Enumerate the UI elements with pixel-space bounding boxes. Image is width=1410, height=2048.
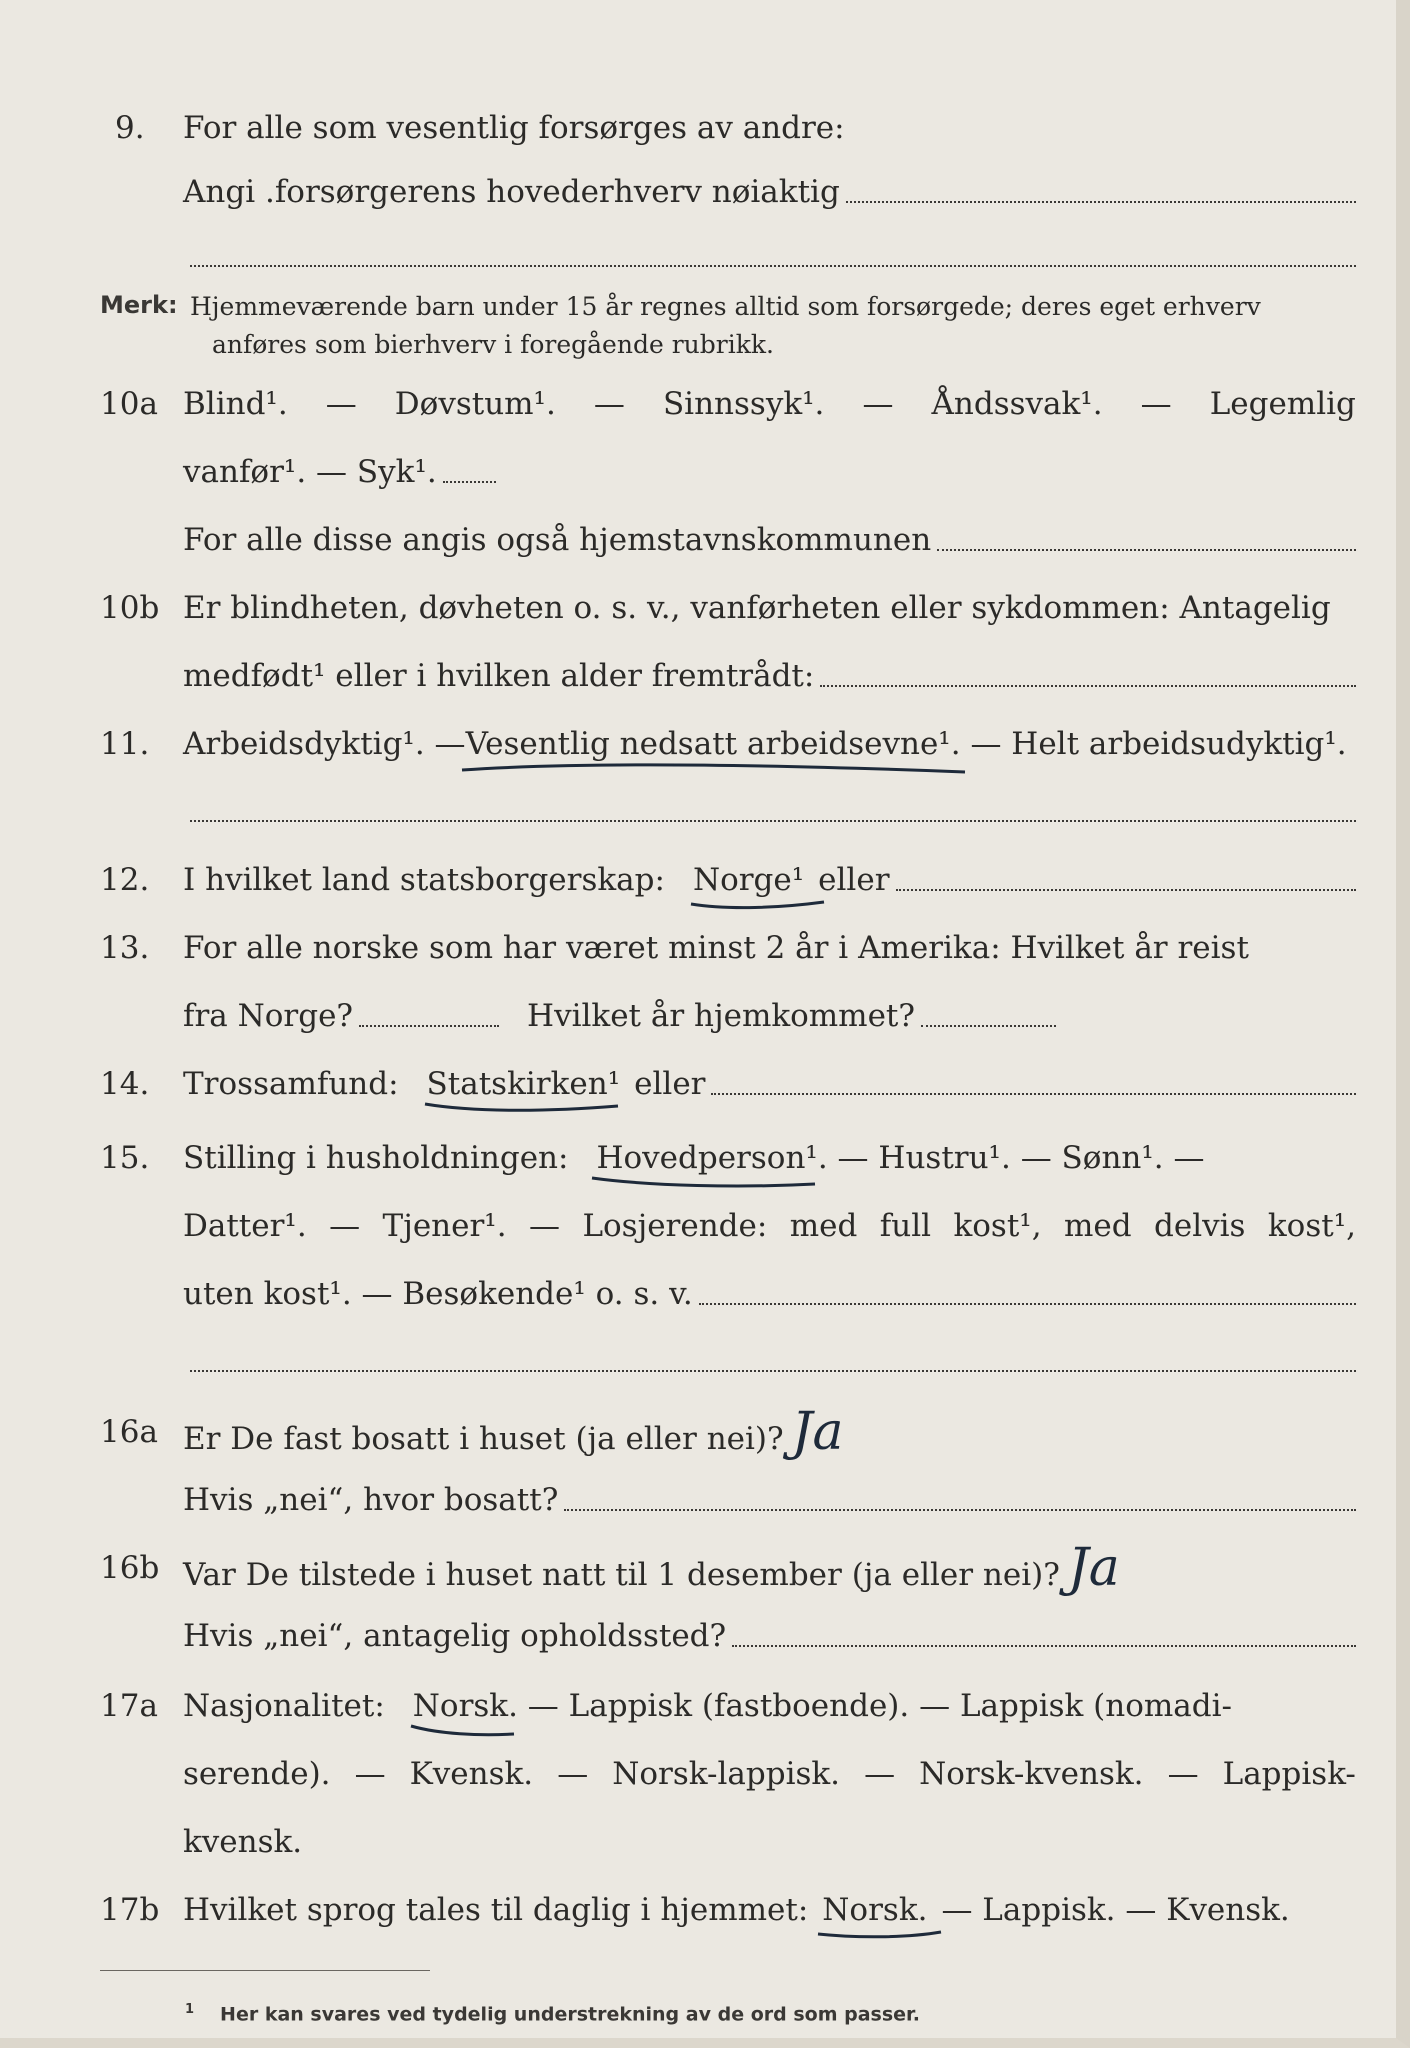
q10a-text-2: vanfør¹. — Syk¹. xyxy=(183,454,437,490)
q15-line3-wrap xyxy=(183,1274,1356,1314)
word: kost¹, xyxy=(1267,1208,1356,1244)
q13-number: 13. xyxy=(100,930,150,966)
footnote xyxy=(185,2002,920,2025)
q14-eller: eller xyxy=(634,1066,706,1102)
q14-text: Trossamfund: xyxy=(183,1066,399,1102)
q9-text-2: Angi .forsørgerens hovederhverv nøiaktig xyxy=(183,174,840,210)
handwritten-underline xyxy=(590,1174,820,1192)
q16a-handwritten-answer[interactable]: Ja xyxy=(791,1402,844,1462)
word: — xyxy=(354,1756,386,1792)
word: med xyxy=(789,1208,858,1244)
q10a-text xyxy=(183,384,1356,424)
word: serende). xyxy=(183,1756,331,1792)
q15-text-wrap xyxy=(183,1138,1356,1178)
q17a-norsk: Norsk xyxy=(412,1688,509,1724)
q16b-line2-wrap xyxy=(183,1616,1356,1656)
word: — xyxy=(593,386,625,422)
word: — xyxy=(862,386,894,422)
q16a-text-wrap xyxy=(183,1402,1356,1462)
q9-number: 9. xyxy=(115,110,145,146)
q17b-text-wrap xyxy=(183,1890,1356,1930)
merk-label: Merk: xyxy=(100,291,178,319)
q12-text-wrap xyxy=(183,860,1356,900)
q16a-number: 16a xyxy=(100,1414,158,1450)
q16b-handwritten-answer[interactable]: Ja xyxy=(1067,1538,1120,1598)
q16a-bosatt-field[interactable] xyxy=(564,1509,1356,1511)
q10b-answer-field[interactable] xyxy=(820,685,1356,687)
q10a-text-3: For alle disse angis også hjemstavnskommunen xyxy=(183,522,932,558)
footnote-mark: 1 xyxy=(185,2002,195,2017)
q10b-line2-wrap xyxy=(183,656,1356,696)
word: delvis xyxy=(1154,1208,1246,1244)
merk-text-1 xyxy=(190,290,1356,324)
word: Legemlig xyxy=(1209,386,1356,422)
q11-answer-field[interactable] xyxy=(190,820,1356,822)
q15-text: Stilling i husholdningen: xyxy=(183,1140,569,1176)
q14-text-wrap xyxy=(183,1064,1356,1104)
q12-answer-field[interactable] xyxy=(896,889,1356,891)
q9-answer-field[interactable] xyxy=(846,201,1356,203)
q17a-norsk-underlined[interactable] xyxy=(413,1686,508,1726)
q17a-options-2[interactable] xyxy=(183,1754,1356,1794)
word: Kvensk. xyxy=(409,1756,534,1792)
q13-hjemkommet-field[interactable] xyxy=(921,1025,1056,1027)
word: Blind¹. xyxy=(183,386,288,422)
q13-line2-wrap xyxy=(183,996,1056,1036)
q17b-number: 17b xyxy=(100,1892,160,1928)
q17a-options-3[interactable]: kvensk. xyxy=(183,1824,303,1860)
q12-norge: Norge¹ xyxy=(692,862,805,898)
word: Døvstum¹. xyxy=(394,386,556,422)
q17b-options[interactable]: — Lappisk. — Kvensk. xyxy=(941,1892,1290,1928)
q17a-number: 17a xyxy=(100,1688,158,1724)
q10a-number: 10a xyxy=(100,386,158,422)
q15-answer-field-2[interactable] xyxy=(190,1370,1356,1372)
q16a-text: Er De fast bosatt i huset (ja eller nei)? xyxy=(183,1421,784,1457)
q16a-line2-wrap xyxy=(183,1480,1356,1520)
word: — xyxy=(529,1208,561,1244)
q15-number: 15. xyxy=(100,1140,150,1176)
handwritten-underline xyxy=(460,760,970,778)
q12-norge-underlined[interactable] xyxy=(693,860,804,900)
footnote-separator xyxy=(100,1970,430,1971)
q15-answer-field[interactable] xyxy=(699,1303,1356,1305)
word: Lappisk- xyxy=(1222,1756,1356,1792)
word: Losjerende: xyxy=(582,1208,768,1244)
q16b-text-2: Hvis „nei“, antagelig opholdssted? xyxy=(183,1618,727,1654)
q16b-number: 16b xyxy=(100,1550,160,1586)
q12-eller: eller xyxy=(818,862,890,898)
handwritten-underline xyxy=(816,1926,946,1944)
q17b-text: Hvilket sprog tales til daglig i hjemmet: xyxy=(183,1892,809,1928)
q16b-opholdssted-field[interactable] xyxy=(732,1645,1356,1647)
q14-number: 14. xyxy=(100,1066,150,1102)
word: — xyxy=(557,1756,589,1792)
q11-option-2-underlined[interactable] xyxy=(466,724,951,764)
q16b-text-wrap xyxy=(183,1538,1356,1598)
q13-reist-field[interactable] xyxy=(359,1025,499,1027)
word: Åndssvak¹. xyxy=(931,386,1103,422)
word: Norsk-lappisk. xyxy=(612,1756,841,1792)
q15-options-2[interactable] xyxy=(183,1206,1356,1246)
q14-statskirken-underlined[interactable] xyxy=(427,1064,621,1104)
q17b-norsk-underlined[interactable] xyxy=(822,1890,927,1930)
q11-option-1[interactable]: Arbeidsdyktig¹. — xyxy=(183,726,466,762)
handwritten-underline xyxy=(689,896,829,914)
footnote-text: Her kan svares ved tydelig understrekning av de ord som passer. xyxy=(220,2003,920,2026)
handwritten-underline xyxy=(423,1098,623,1116)
q10a-syk-field[interactable] xyxy=(443,481,496,483)
q10a-line3-wrap xyxy=(183,520,1356,560)
merk-line2: anføres som bierhverv i foregående rubrikk. xyxy=(212,330,774,359)
word: — xyxy=(1140,386,1172,422)
q9-line2-wrap xyxy=(183,172,1356,212)
q15-options-3[interactable]: uten kost¹. — Besøkende¹ o. s. v. xyxy=(183,1276,693,1312)
word: med xyxy=(1064,1208,1132,1244)
q15-options-1[interactable]: . — Hustru¹. — Sønn¹. — xyxy=(817,1140,1205,1176)
q10b-text-2: medfødt¹ eller i hvilken alder fremtrådt: xyxy=(183,658,815,694)
q10b-number: 10b xyxy=(100,590,160,626)
q17a-options-1[interactable]: . — Lappisk (fastboende). — Lappisk (nomadi- xyxy=(508,1688,1233,1724)
q12-text: I hvilket land statsborgerskap: xyxy=(183,862,665,898)
word: Norsk-kvensk. xyxy=(919,1756,1144,1792)
q16b-text: Var De tilstede i huset natt til 1 desember (ja eller nei)? xyxy=(183,1557,1060,1593)
word: — xyxy=(864,1756,896,1792)
q17a-text: Nasjonalitet: xyxy=(183,1688,385,1724)
q17a-text-wrap xyxy=(183,1686,1356,1726)
q15-hovedperson: Hovedperson¹ xyxy=(596,1140,818,1176)
handwritten-underline xyxy=(409,1722,519,1740)
word: full xyxy=(879,1208,932,1244)
word: Datter¹. xyxy=(183,1208,307,1244)
word: kost¹, xyxy=(953,1208,1042,1244)
word: — xyxy=(329,1208,361,1244)
q11-text-wrap xyxy=(183,724,1356,764)
q10a-line2-wrap xyxy=(183,452,496,492)
q14-statskirken: Statskirken¹ xyxy=(426,1066,621,1102)
q13-text: For alle norske som har været minst 2 år i Amerika: Hvilket år reist xyxy=(183,930,1249,966)
word: Tjener¹. xyxy=(382,1208,507,1244)
q11-option-3[interactable]: . — Helt arbeidsudyktig¹. xyxy=(950,726,1347,762)
word: Sinnssyk¹. xyxy=(662,386,825,422)
q12-number: 12. xyxy=(100,862,150,898)
q11-number: 11. xyxy=(100,726,150,762)
q15-hovedperson-underlined[interactable] xyxy=(596,1138,817,1178)
q9-answer-field-2[interactable] xyxy=(190,265,1356,267)
q10a-kommune-field[interactable] xyxy=(937,549,1356,551)
q10b-text: Er blindheten, døvheten o. s. v., vanførheten eller sykdommen: Antagelig xyxy=(183,590,1331,626)
word: — xyxy=(325,386,357,422)
q14-answer-field[interactable] xyxy=(711,1093,1356,1095)
q13-hjemkommet-label: Hvilket år hjemkommet? xyxy=(527,998,916,1034)
q17b-norsk: Norsk. xyxy=(822,1892,928,1928)
q16a-text-2: Hvis „nei“, hvor bosatt? xyxy=(183,1482,559,1518)
q9-text: For alle som vesentlig forsørges av andre: xyxy=(183,110,845,146)
word: — xyxy=(1167,1756,1199,1792)
merk-line1: Hjemmeværende barn under 15 år regnes alltid som forsørgede; deres eget erhverv xyxy=(190,292,1261,321)
q13-reist-label: fra Norge? xyxy=(183,998,354,1034)
q11-option-2: Vesentlig nedsatt arbeidsevne¹ xyxy=(465,726,951,762)
